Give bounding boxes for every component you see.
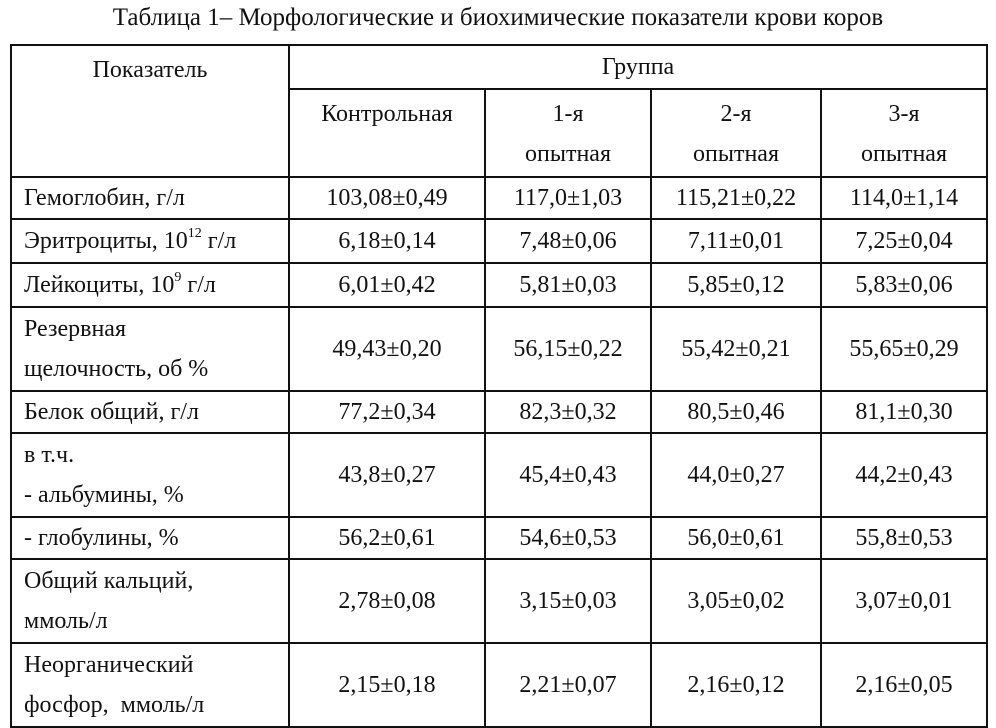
row-label: в т.ч. - альбумины, % [11, 433, 289, 517]
header-col-line1: 3-я [888, 101, 920, 127]
cell-value: 81,1±0,30 [821, 391, 987, 433]
table-row [11, 263, 987, 307]
cell-value: 103,08±0,49 [289, 177, 485, 219]
cell-value: 80,5±0,46 [651, 391, 821, 433]
header-col-line1: 1-я [552, 101, 584, 127]
cell-value: 82,3±0,32 [485, 391, 651, 433]
header-col-exp3 [821, 89, 987, 177]
cell-value: 5,81±0,03 [485, 263, 651, 307]
cell-value: 115,21±0,22 [651, 177, 821, 219]
table-row [11, 559, 987, 643]
cell-value: 7,11±0,01 [651, 219, 821, 263]
cell-value: 49,43±0,20 [289, 307, 485, 391]
cell-value: 7,25±0,04 [821, 219, 987, 263]
cell-value: 44,2±0,43 [821, 433, 987, 517]
table-row [11, 433, 987, 517]
cell-value: 6,01±0,42 [289, 263, 485, 307]
row-label: Неорганический фосфор, ммоль/л [11, 643, 289, 727]
cell-value: 45,4±0,43 [485, 433, 651, 517]
cell-value: 2,15±0,18 [289, 643, 485, 727]
cell-value: 54,6±0,53 [485, 517, 651, 559]
table-row [11, 307, 987, 391]
cell-value: 3,05±0,02 [651, 559, 821, 643]
row-label: Гемоглобин, г/л [11, 177, 289, 219]
header-col-exp1 [485, 89, 651, 177]
cell-value: 2,21±0,07 [485, 643, 651, 727]
row-label: Резервная щелочность, об % [11, 307, 289, 391]
superscript-exponent: 9 [174, 270, 182, 285]
cell-value: 5,83±0,06 [821, 263, 987, 307]
header-indicator: Показатель [11, 45, 289, 177]
header-col-exp2 [651, 89, 821, 177]
header-col-line2: опытная [693, 141, 779, 167]
row-label: Эритроциты, $10^{12}$ г/л [11, 219, 289, 263]
cell-value: 7,48±0,06 [485, 219, 651, 263]
header-col-line1: 2-я [720, 101, 752, 127]
header-col-line2: опытная [525, 141, 611, 167]
cell-value: 56,0±0,61 [651, 517, 821, 559]
cell-value: 2,16±0,05 [821, 643, 987, 727]
cell-value: 55,65±0,29 [821, 307, 987, 391]
cell-value: 55,8±0,53 [821, 517, 987, 559]
cell-value: 6,18±0,14 [289, 219, 485, 263]
blood-indicators-table [10, 44, 988, 728]
header-col-line2: опытная [861, 141, 947, 167]
row-label: - глобулины, % [11, 517, 289, 559]
cell-value: 56,15±0,22 [485, 307, 651, 391]
row-label: Общий кальций, ммоль/л [11, 559, 289, 643]
cell-value: 77,2±0,34 [289, 391, 485, 433]
cell-value: 117,0±1,03 [485, 177, 651, 219]
cell-value: 55,42±0,21 [651, 307, 821, 391]
header-group: Группа [289, 45, 987, 89]
table-title: Таблица 1– Морфологические и биохимические показатели крови коров [112, 4, 884, 31]
cell-value: 2,78±0,08 [289, 559, 485, 643]
table-row [11, 177, 987, 219]
cell-value: 3,07±0,01 [821, 559, 987, 643]
header-col-control [289, 89, 485, 177]
row-label: Лейкоциты, $10^9$ г/л [11, 263, 289, 307]
cell-value: 56,2±0,61 [289, 517, 485, 559]
table-row [11, 643, 987, 727]
table-row [11, 517, 987, 559]
cell-value: 2,16±0,12 [651, 643, 821, 727]
table-row [11, 391, 987, 433]
header-col-line1: Контрольная [321, 101, 453, 127]
cell-value: 3,15±0,03 [485, 559, 651, 643]
cell-value: 44,0±0,27 [651, 433, 821, 517]
row-label: Белок общий, г/л [11, 391, 289, 433]
superscript-exponent: 12 [187, 226, 202, 241]
cell-value: 5,85±0,12 [651, 263, 821, 307]
cell-value: 43,8±0,27 [289, 433, 485, 517]
table-row [11, 219, 987, 263]
cell-value: 114,0±1,14 [821, 177, 987, 219]
